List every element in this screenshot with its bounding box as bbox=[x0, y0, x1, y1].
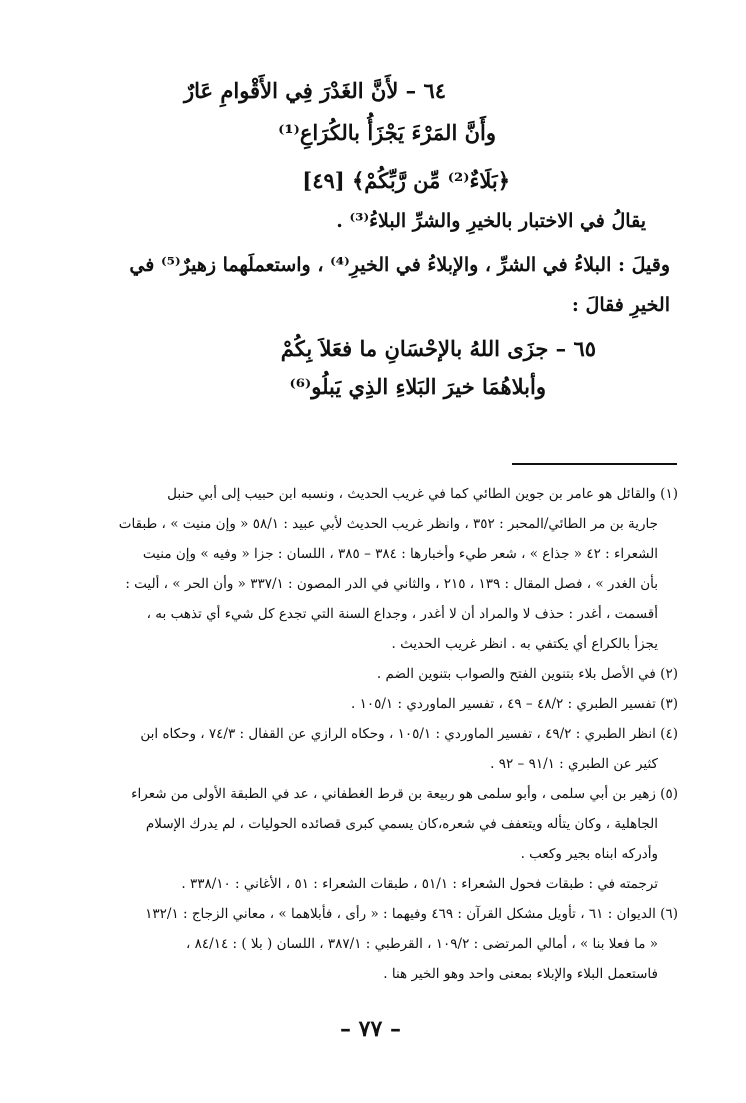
footnote-5-line-3: وأدركه ابناه بجير وكعب . bbox=[520, 846, 658, 862]
body-paragraph-1: يقالُ في الاختبار بالخيرِ والشرِّ البلاءُ⁽³⁾ . bbox=[336, 210, 646, 232]
footnote-5-line-1: (٥) زهير بن أبي سلمى ، وأبو سلمى هو ربيعة بن قرط الغطفاني ، عد في الطبقة الأولى من شعراء bbox=[131, 786, 678, 802]
footnote-6-line-2: « ما فعلا بنا » ، أمالي المرتضى : ١٠٩/٢ ، القرطبي : ٣٨٧/١ ، اللسان ( بلا ) : ٨٤/١٤ ، bbox=[186, 936, 658, 952]
footnote-1-line-3: الشعراء : ٤٢ « جذاع » ، شعر طيء وأخبارها : ٣٨٤ – ٣٨٥ ، اللسان : جزا « وفيه » وإن منيت bbox=[142, 546, 658, 562]
footnote-3: (٣) تفسير الطبري : ٤٨/٢ – ٤٩ ، تفسير الماوردي : ١٠٥/١ . bbox=[351, 696, 678, 712]
verse-64-line-2: وأَنَّ المَرْءَ يَجْزَأُ بالكُرَاعِ⁽¹⁾ bbox=[278, 120, 496, 145]
footnote-5-line-4: ترجمته في : طبقات فحول الشعراء : ٥١/١ ، طبقات الشعراء : ٥١ ، الأغاني : ٣٣٨/١٠ . bbox=[181, 876, 658, 892]
footnote-6-line-3: فاستعمل البلاء والإبلاء بمعنى واحد وهو الخير هنا . bbox=[383, 966, 658, 982]
footnote-separator bbox=[512, 463, 677, 465]
page-number: – ٧٧ – bbox=[340, 1016, 401, 1042]
footnote-4-line-2: كثير عن الطبري : ٩١/١ – ٩٢ . bbox=[490, 756, 658, 772]
verse-64-line-1: ٦٤ – لأَنَّ الغَدْرَ فِي الأَقْوامِ عَارٌ bbox=[183, 78, 446, 103]
body-paragraph-2-line-1: وقيلَ : البلاءُ في الشرِّ ، والإبلاءُ في الخيرِ⁽⁴⁾ ، واستعملَهما زهيرٌ⁽⁵⁾ في bbox=[129, 254, 670, 276]
footnote-6-line-1: (٦) الديوان : ٦١ ، تأويل مشكل القرآن : ٤٦٩ وفيهما : « رأى ، فأبلاهما » ، معاني الزجاج : ١٣٢/١ bbox=[145, 906, 678, 922]
footnote-4-line-1: (٤) انظر الطبري : ٤٩/٢ ، تفسير الماوردي : ١٠٥/١ ، وحكاه الرازي عن القفال : ٧٤/٣ ، وحكاه ابن bbox=[140, 726, 678, 742]
verse-65-line-1: ٦٥ – جزَى اللهُ بالإحْسَانِ ما فعَلاَ بِكُمْ bbox=[280, 336, 596, 361]
footnote-5-line-2: الجاهلية ، وكان يتأله ويتعفف في شعره،كان يسمي كبرى قصائده الحوليات ، لم يدرك الإسلام bbox=[145, 816, 658, 832]
footnote-1-line-2: جارية بن مر الطائي/المحبر : ٣٥٢ ، وانظر غريب الحديث لأبي عبيد : ٥٨/١ « وإن منيت » ، طبقات bbox=[118, 516, 658, 532]
verse-65-line-2: وأبلاهُمَا خيرَ البَلاءِ الذِي يَبلُو⁽⁶⁾ bbox=[289, 374, 546, 399]
footnotes bbox=[66, 479, 678, 989]
footnote-1-line-5: أقسمت ، أغدر : حذف لا والمراد أن لا أغدر ، وجداع السنة التي تجدع كل شيء أي تذهب به ، bbox=[146, 606, 658, 622]
footnote-1-line-6: يجزأ بالكراع أي يكتفي به . انظر غريب الحديث . bbox=[391, 636, 658, 652]
body-paragraph-2-line-2: الخيرِ فقالَ : bbox=[571, 294, 670, 316]
footnote-1-line-1: (١) والقائل هو عامر بن جوين الطائي كما في غريب الحديث ، ونسبه ابن حبيب إلى أبي حنبل bbox=[167, 486, 678, 502]
footnote-2: (٢) في الأصل بلاء بتنوين الفتح والصواب بتنوين الضم . bbox=[376, 666, 678, 682]
footnote-1-line-4: بأن الغدر » ، فصل المقال : ١٣٩ ، ٢١٥ ، والثاني في الدر المصون : ٣٣٧/١ « وأن الحر » ، أليت : bbox=[125, 576, 658, 592]
quran-quote: ﴿بَلَاءٌ⁽²⁾ مِّن رَّبِّكُمْ﴾ [٤٩] bbox=[302, 168, 510, 193]
